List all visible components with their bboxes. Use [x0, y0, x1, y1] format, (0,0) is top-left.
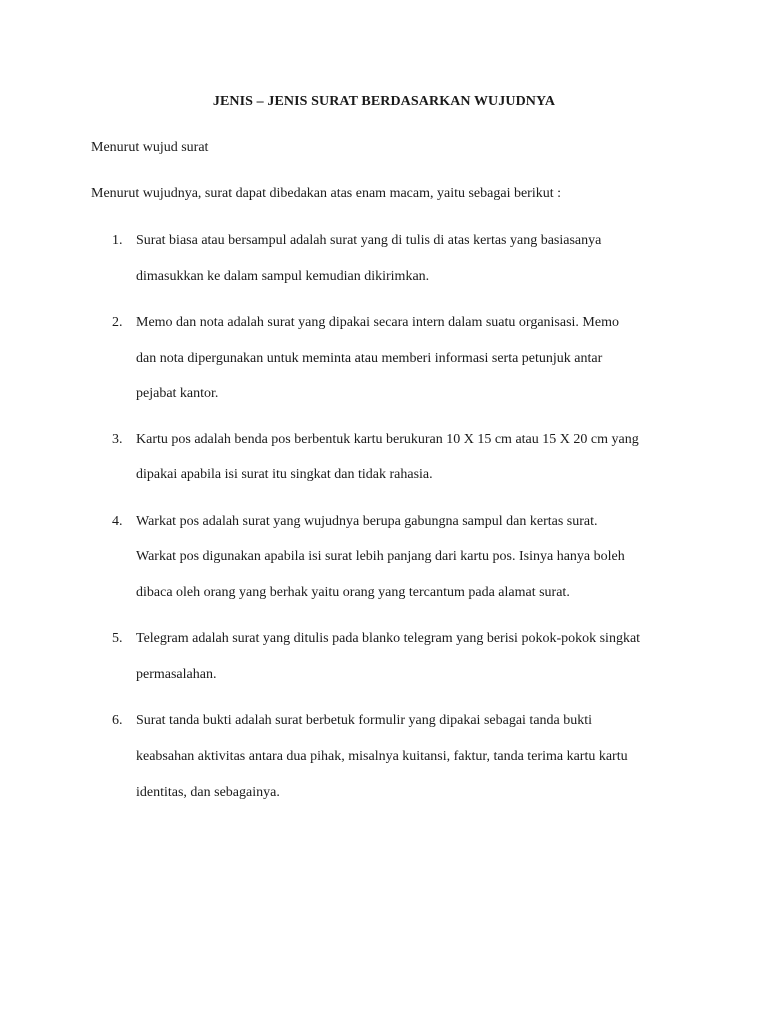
list-number: 4. [112, 514, 123, 529]
list-line: dan nota dipergunakan untuk meminta atau memberi informasi serta petunjuk antar [136, 351, 603, 366]
list-line: Surat tanda bukti adalah surat berbetuk formulir yang dipakai sebagai tanda bukti [136, 713, 593, 728]
list-line: dimasukkan ke dalam sampul kemudian dikirimkan. [136, 269, 430, 284]
subheading: Menurut wujud surat [91, 140, 209, 155]
list-line: Memo dan nota adalah surat yang dipakai secara intern dalam suatu organisasi. Memo [136, 315, 619, 330]
list-number: 6. [112, 713, 123, 728]
intro-paragraph: Menurut wujudnya, surat dapat dibedakan atas enam macam, yaitu sebagai berikut : [91, 186, 562, 201]
list-line: Surat biasa atau bersampul adalah surat yang di tulis di atas kertas yang basiasanya [136, 233, 602, 248]
list-line: Warkat pos adalah surat yang wujudnya berupa gabungna sampul dan kertas surat. [136, 514, 598, 529]
list-line: identitas, dan sebagainya. [136, 785, 280, 800]
list-number: 1. [112, 233, 123, 248]
list-line: Telegram adalah surat yang ditulis pada blanko telegram yang berisi pokok-pokok singkat [136, 631, 641, 646]
list-line: Kartu pos adalah benda pos berbentuk kartu berukuran 10 X 15 cm atau 15 X 20 cm yang [136, 432, 639, 447]
list-line: pejabat kantor. [136, 386, 219, 401]
list-number: 2. [112, 315, 123, 330]
list-line: dibaca oleh orang yang berhak yaitu orang yang tercantum pada alamat surat. [136, 585, 570, 600]
list-number: 5. [112, 631, 123, 646]
list-line: dipakai apabila isi surat itu singkat dan tidak rahasia. [136, 467, 433, 482]
list-line: Warkat pos digunakan apabila isi surat lebih panjang dari kartu pos. Isinya hanya boleh [136, 549, 625, 564]
document-title: JENIS – JENIS SURAT BERDASARKAN WUJUDNYA [212, 94, 556, 109]
list-number: 3. [112, 432, 123, 447]
list-line: permasalahan. [136, 667, 217, 682]
list-line: keabsahan aktivitas antara dua pihak, misalnya kuitansi, faktur, tanda terima kartu kartu [136, 749, 628, 764]
